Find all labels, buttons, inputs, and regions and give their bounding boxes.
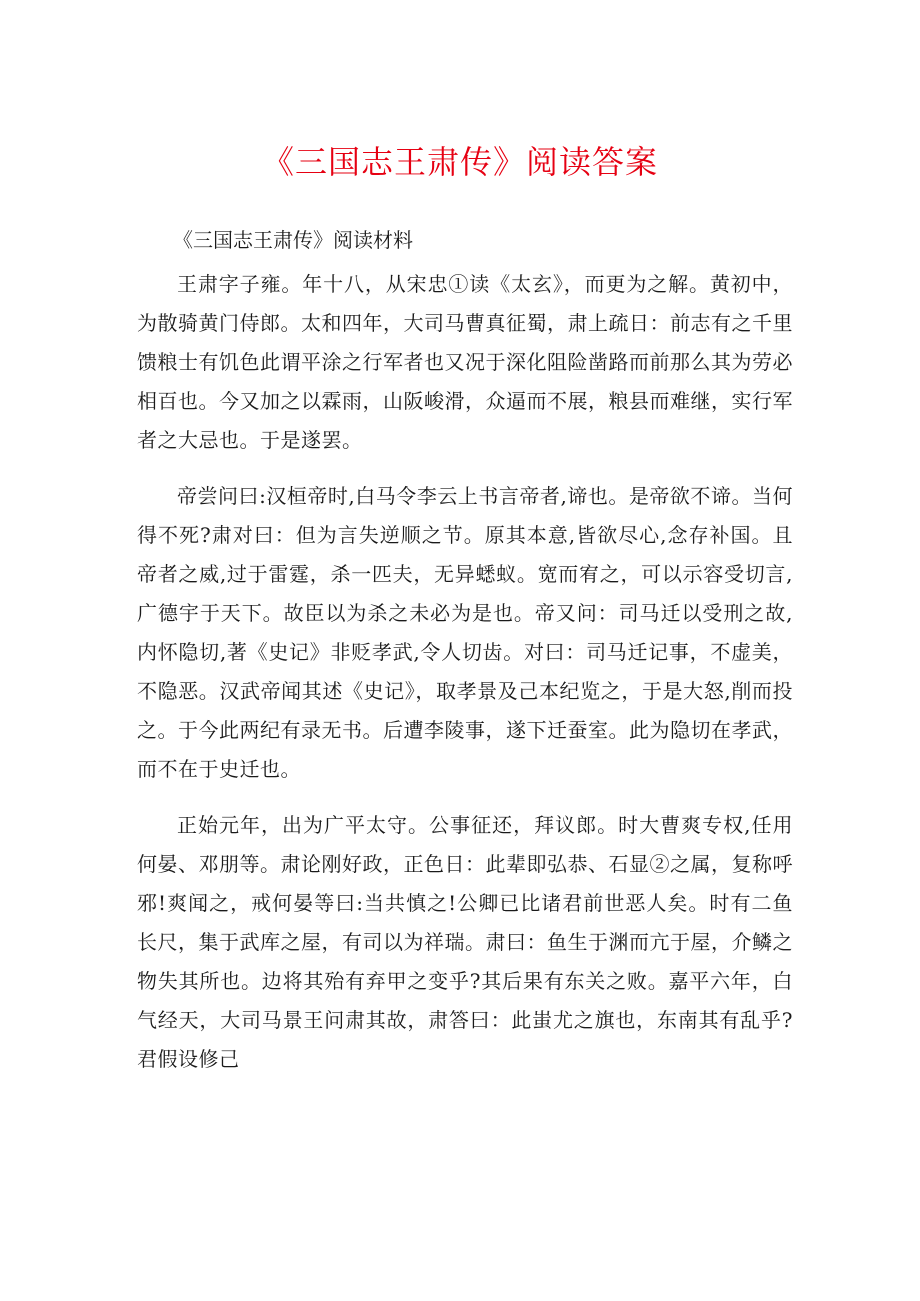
article-body [137, 265, 793, 1096]
paragraph-1: 王肃字子雍。年十八，从宋忠①读《太玄》，而更为之解。黄初中，为散骑黄门侍郎。太和四年，大司马曹真征蜀，肃上疏日：前志有之千里馈粮士有饥色此谓平涂之行军者也又况于深化阻险凿路而前那么其为劳必相百也。今又加之以霖雨，山阪峻滑，众逼而不展，粮县而难继，实行军者之大忌也。于是遂罢。 [137, 272, 793, 452]
section-heading: 《三国志王肃传》阅读材料 [173, 228, 413, 252]
paragraph-2: 帝尝问曰:汉桓帝时,白马令李云上书言帝者,谛也。是帝欲不谛。当何得不死?肃对曰：但为言失逆顺之节。原其本意,皆欲尽心,念存补国。且帝者之威,过于雷霆，杀一匹夫，无异蟋蚁。宽而宥之，可以示容受切言,广德宇于天下。故臣以为杀之未必为是也。帝又问：司马迁以受刑之故,内怀隐切,著《史记》非贬孝武,令人切齿。对曰：司马迁记事，不虚美，不隐恶。汉武帝闻其述《史记》，取孝景及己本纪览之，于是大怒,削而投之。于今此两纪有录无书。后遭李陵事，遂下迁蚕室。此为隐切在孝武，而不在于史迁也。 [137, 484, 793, 781]
paragraph-3: 正始元年，出为广平太守。公事征还，拜议郎。时大曹爽专权,任用何晏、邓朋等。肃论刚好政，正色日：此辈即弘恭、石显②之属，复称呼邪!爽闻之，戒何晏等曰:当共慎之!公卿已比诸君前世恶人矣。时有二鱼长尺，集于武库之屋，有司以为祥瑞。肃曰：鱼生于渊而亢于屋，介鳞之物失其所也。边将其殆有弃甲之变乎?其后果有东关之败。嘉平六年，白气经天，大司马景王问肃其故，肃答曰：此蚩尤之旗也，东南其有乱乎?君假设修己 [137, 813, 793, 1071]
document-title: 《三国志王肃传》阅读答案 [261, 143, 658, 181]
